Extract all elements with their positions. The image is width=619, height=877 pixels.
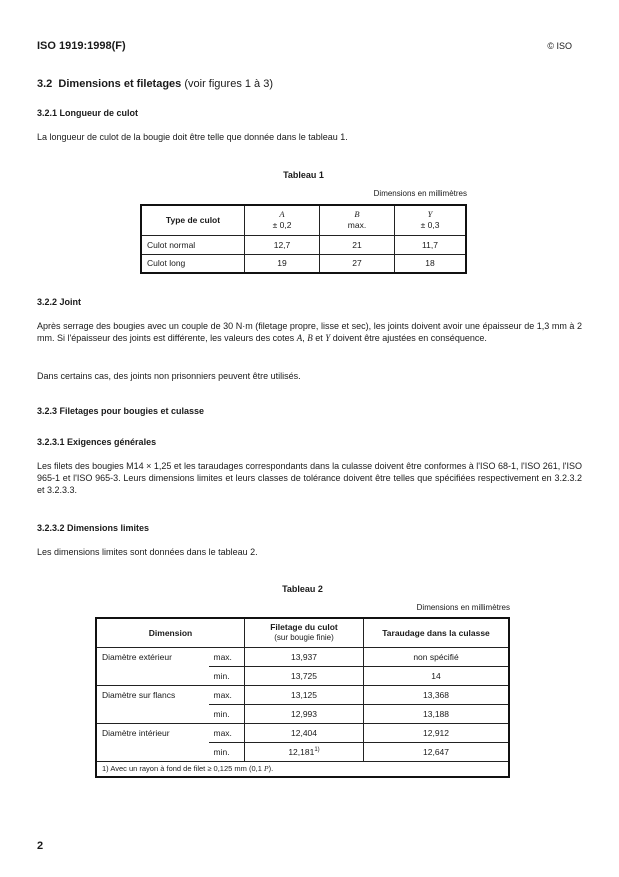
taraudage-value: 13,368	[364, 685, 510, 704]
section-number: 3.2	[37, 78, 53, 90]
taraudage-value: 12,912	[364, 723, 510, 742]
value: 12,181	[288, 746, 315, 757]
taraudage-value: non spécifié	[364, 647, 510, 666]
cell-y: 11,7	[395, 235, 467, 254]
footnote-text: 1) Avec un rayon à fond de filet ≥ 0,125 mm (0,1	[102, 764, 264, 774]
cell-a: 19	[245, 254, 320, 273]
symbol-b: B	[307, 333, 313, 343]
table1-header-row	[141, 205, 466, 235]
cell-y: 18	[395, 254, 467, 273]
filetage-value	[245, 742, 364, 761]
limit-label: min.	[209, 742, 245, 761]
table-row	[141, 254, 466, 273]
section-heading-3-2-3-2: 3.2.3.2 Dimensions limites	[37, 523, 150, 533]
section-heading-3-2-3: 3.2.3 Filetages pour bougies et culasse	[37, 406, 205, 416]
table-row	[141, 235, 466, 254]
section-heading-3-2-3-1: 3.2.3.1 Exigences générales	[37, 437, 157, 447]
table-row	[96, 685, 509, 704]
paragraph-3-2-3-2: Les dimensions limites sont données dans le tableau 2.	[37, 547, 258, 557]
table2-footnote	[96, 761, 509, 777]
filetage-value: 12,404	[245, 723, 364, 742]
dimension-name: Diamètre extérieur	[96, 647, 209, 666]
symbol-p: P	[264, 764, 269, 774]
table-row	[96, 647, 509, 666]
dimension-name-empty	[96, 742, 209, 761]
text-run: doivent être ajustées en conséquence.	[330, 333, 487, 343]
symbol-a: A	[279, 209, 285, 220]
table1-header-a	[245, 205, 320, 235]
copyright-notice: © ISO	[547, 41, 572, 51]
filetage-value: 13,725	[245, 666, 364, 685]
table2-header-filetage	[245, 618, 364, 647]
tolerance-b: max.	[347, 220, 367, 231]
section-note: (voir figures 1 à 3)	[184, 78, 274, 90]
paragraph-3-2-2-1	[37, 320, 582, 344]
section-title: Dimensions et filetages	[58, 78, 182, 90]
limit-label: min.	[209, 704, 245, 723]
cell-b: 21	[320, 235, 395, 254]
limit-label: max.	[209, 685, 245, 704]
text-run: Après serrage des bougies avec un couple de 30 N·m (filetage propre, lisse et sec), les joints doivent avoir une épaisseur de 1,3 mm à 2 mm. Si l'épaisseur des joints est différente, les valeurs des cotes	[37, 321, 582, 343]
text-run: ,	[302, 333, 308, 343]
table2-footnote-row	[96, 761, 509, 777]
table2	[95, 617, 510, 778]
symbol-a: A	[296, 333, 303, 343]
table1	[140, 204, 467, 274]
tolerance-a: ± 0,2	[272, 220, 292, 231]
table1-header-type: Type de culot	[141, 205, 245, 235]
section-heading-3-2	[37, 78, 273, 90]
table2-header-taraudage: Taraudage dans la culasse	[364, 618, 510, 647]
filetage-value: 12,993	[245, 704, 364, 723]
footnote-ref: 1)	[314, 746, 320, 753]
limit-label: max.	[209, 723, 245, 742]
table1-caption: Tableau 1	[283, 170, 324, 180]
table2-header-row	[96, 618, 509, 647]
limit-label: min.	[209, 666, 245, 685]
cell-a: 12,7	[245, 235, 320, 254]
cell-b: 27	[320, 254, 395, 273]
cell-type: Culot normal	[141, 235, 245, 254]
table1-header-b	[320, 205, 395, 235]
footnote-text-end: ).	[268, 764, 274, 774]
tolerance-y: ± 0,3	[420, 220, 440, 231]
table-row	[96, 742, 509, 761]
limit-label: max.	[209, 647, 245, 666]
dimension-name-empty	[96, 704, 209, 723]
table-row	[96, 666, 509, 685]
dimension-name-empty	[96, 666, 209, 685]
taraudage-value: 14	[364, 666, 510, 685]
table2-header-dimension: Dimension	[96, 618, 245, 647]
table-row	[96, 723, 509, 742]
section-heading-3-2-1: 3.2.1 Longueur de culot	[37, 108, 139, 118]
dimension-name: Diamètre intérieur	[96, 723, 209, 742]
filetage-value: 13,937	[245, 647, 364, 666]
text-run: et	[312, 333, 326, 343]
filetage-sublabel: (sur bougie finie)	[274, 633, 334, 643]
section-heading-3-2-2: 3.2.2 Joint	[37, 297, 82, 307]
table2-caption: Tableau 2	[282, 584, 323, 594]
taraudage-value: 13,188	[364, 704, 510, 723]
symbol-y: Y	[325, 333, 331, 343]
symbol-b: B	[354, 209, 360, 220]
paragraph-3-2-3-1: Les filets des bougies M14 × 1,25 et les taraudages correspondants dans la culasse doivent être conformes à l'ISO 68-1, l'ISO 261, l'ISO 965-1 et l'ISO 965-3. Leurs dimensions limites et leurs classes de tolérance doivent être telles que spécifiées respectivement en 3.2.3.2 et 3.2.3.3.	[37, 461, 582, 495]
symbol-y: Y	[427, 209, 433, 220]
paragraph-3-2-1: La longueur de culot de la bougie doit être telle que donnée dans le tableau 1.	[37, 132, 348, 142]
taraudage-value: 12,647	[364, 742, 510, 761]
table2-units: Dimensions en millimètres	[416, 603, 510, 612]
table1-header-y	[395, 205, 467, 235]
paragraph-3-2-2-2: Dans certains cas, des joints non prisonniers peuvent être utilisés.	[37, 371, 301, 381]
filetage-value: 13,125	[245, 685, 364, 704]
page-number: 2	[37, 840, 44, 852]
dimension-name: Diamètre sur flancs	[96, 685, 209, 704]
table-row	[96, 704, 509, 723]
cell-type: Culot long	[141, 254, 245, 273]
table1-units: Dimensions en millimètres	[373, 189, 467, 198]
filetage-label: Filetage du culot	[270, 622, 338, 633]
document-id: ISO 1919:1998(F)	[37, 40, 126, 52]
